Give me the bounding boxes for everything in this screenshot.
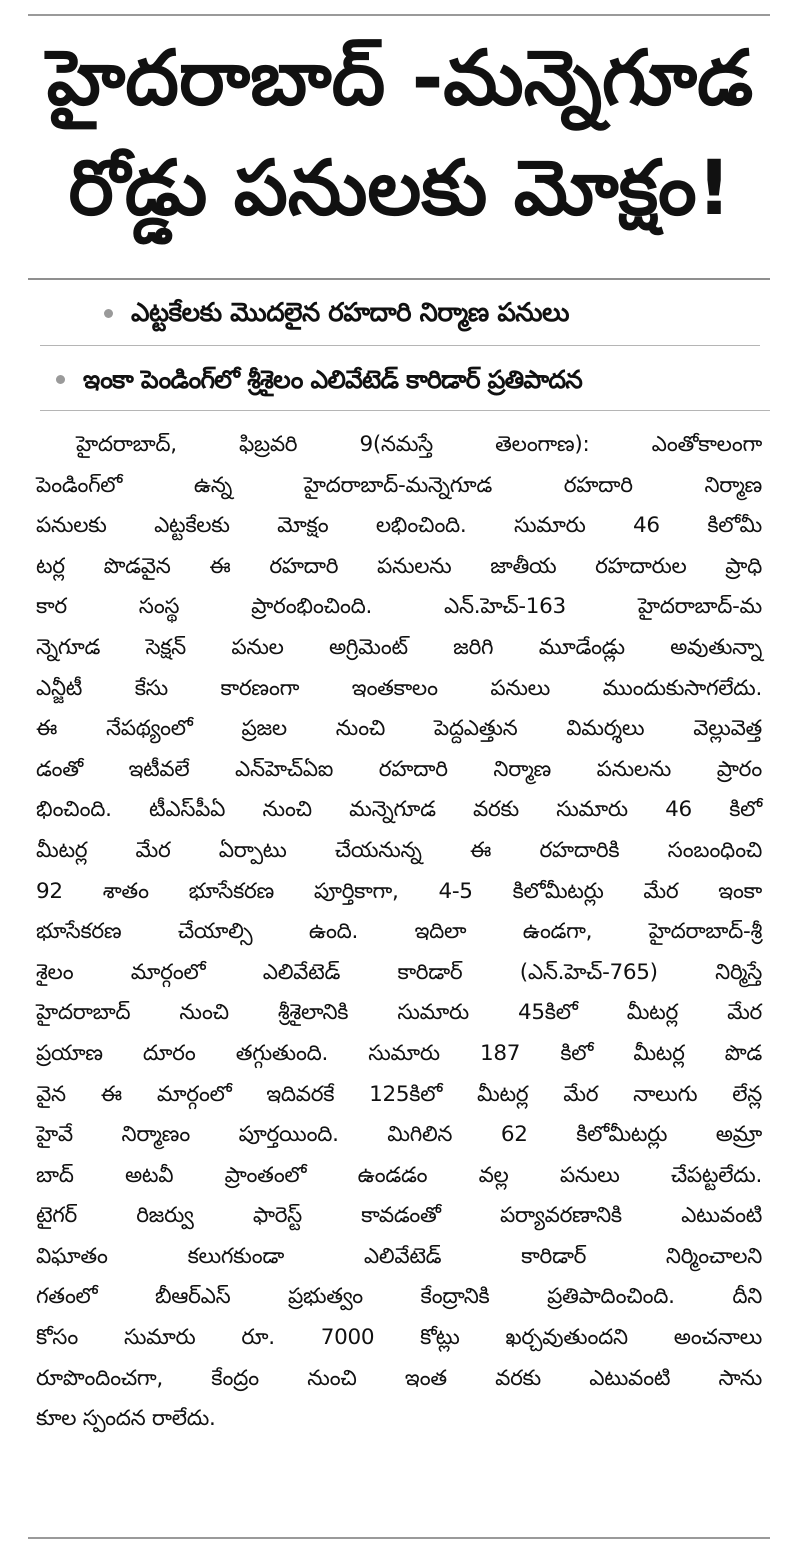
- subhead-divider-2: [40, 410, 770, 411]
- body-line: కార సంస్థ ప్రారంభించింది. ఎన్.హెచ్-163 హైదరాబాద్-మ: [36, 594, 762, 620]
- subhead-2: [56, 367, 776, 392]
- subhead-1-text: ఎట్టకేలకు మొదలైన రహదారి నిర్మాణ పనులు: [131, 298, 569, 328]
- body-line: కూల స్పందన రాలేదు.: [36, 1406, 216, 1432]
- body-line: బాద్ అటవీ ప్రాంతంలో ఉండడం వల్ల పనులు చేపట్టలేదు.: [36, 1162, 762, 1188]
- body-line: హైవే నిర్మాణం పూర్తయింది. మిగిలిన 62 కిలోమీటర్లు అమ్రా: [36, 1122, 762, 1148]
- body-line: మీటర్ల మేర ఏర్పాటు చేయనున్న ఈ రహదారికి సంబంధించి: [36, 837, 762, 863]
- bullet-icon: [56, 375, 65, 384]
- body-line: హైదరాబాద్, ఫిబ్రవరి 9(నమస్తే తెలంగాణ): ఎంతోకాలంగా: [76, 432, 762, 457]
- bottom-divider: [28, 1537, 770, 1539]
- body-line: న్నెగూడ సెక్షన్ పనుల అగ్రిమెంట్ జరిగి మూడేండ్లు అవుతున్నా: [36, 634, 762, 660]
- body-line: పెండింగ్‌లో ఉన్న హైదరాబాద్-మన్నెగూడ రహదారి నిర్మాణ: [36, 472, 762, 498]
- body-line: విఘాతం కలుగకుండా ఎలివేటెడ్ కారిడార్ నిర్మించాలని: [36, 1243, 762, 1269]
- body-line: టర్ల పొడవైన ఈ రహదారి పనులను జాతీయ రహదారుల ప్రాధి: [36, 553, 762, 579]
- body-line: డంతో ఇటీవలే ఎన్‌హెచ్ఏఐ రహదారి నిర్మాణ పనులను ప్రారం: [36, 756, 762, 782]
- article-body: [36, 425, 762, 1440]
- body-line: హైదరాబాద్ నుంచి శ్రీశైలానికి సుమారు 45కిలో మీటర్ల మేర: [36, 1000, 762, 1026]
- subhead-divider-1: [40, 345, 760, 346]
- subhead-2-text: ఇంకా పెండింగ్‌లో శ్రీశైలం ఎలివేటెడ్ కారిడార్ ప్రతిపాదన: [83, 365, 582, 394]
- body-line: టైగర్ రిజర్వు ఫారెస్ట్ కావడంతో పర్యావరణానికి ఎటువంటి: [36, 1203, 762, 1229]
- body-line: ఎన్జీటీ కేసు కారణంగా ఇంతకాలం పనులు ముందుకుసాగలేదు.: [36, 675, 762, 701]
- body-line: శైలం మార్గంలో ఎలివేటెడ్ కారిడార్ (ఎన్.హెచ్-765) నిర్మిస్తే: [36, 959, 762, 985]
- body-line: భించింది. టీఎస్‌పీఏ నుంచి మన్నెగూడ వరకు సుమారు 46 కిలో: [36, 797, 762, 823]
- body-line: ప్రయాణ దూరం తగ్గుతుంది. సుమారు 187 కిలో మీటర్ల పొడ: [36, 1040, 762, 1066]
- subhead-1: [104, 300, 744, 326]
- body-line: ఈ నేపథ్యంలో ప్రజల నుంచి పెద్దఎత్తున విమర్శలు వెల్లువెత్త: [36, 716, 762, 742]
- headline-line-2: రోడ్డు పనులకు మోక్షం!: [68, 143, 732, 232]
- headline-line-1: హైదరాబాద్ -మన్నెగూడ: [46, 33, 754, 122]
- body-line: 92 శాతం భూసేకరణ పూర్తికాగా, 4-5 కిలోమీటర్లు మేర ఇంకా: [36, 878, 762, 904]
- body-line: భూసేకరణ చేయాల్సి ఉంది. ఇదిలా ఉండగా, హైదరాబాద్-శ్రీ: [36, 919, 762, 945]
- body-line: వైన ఈ మార్గంలో ఇదివరకే 125కిలో మీటర్ల మేర నాలుగు లేన్ల: [36, 1081, 762, 1107]
- body-line: కోసం సుమారు రూ. 7000 కోట్లు ఖర్చవుతుందని అంచనాలు: [36, 1325, 762, 1351]
- body-line: గతంలో బీఆర్ఎస్ ప్రభుత్వం కేంద్రానికి ప్రతిపాదించింది. దీని: [36, 1284, 762, 1310]
- body-line: పనులకు ఎట్టకేలకు మోక్షం లభించింది. సుమారు 46 కిలోమీ: [36, 513, 762, 539]
- body-line: రూపొందించగా, కేంద్రం నుంచి ఇంత వరకు ఎటువంటి సాను: [36, 1365, 762, 1391]
- headline-divider: [28, 278, 770, 280]
- bullet-icon: [104, 309, 113, 318]
- top-divider: [28, 14, 770, 16]
